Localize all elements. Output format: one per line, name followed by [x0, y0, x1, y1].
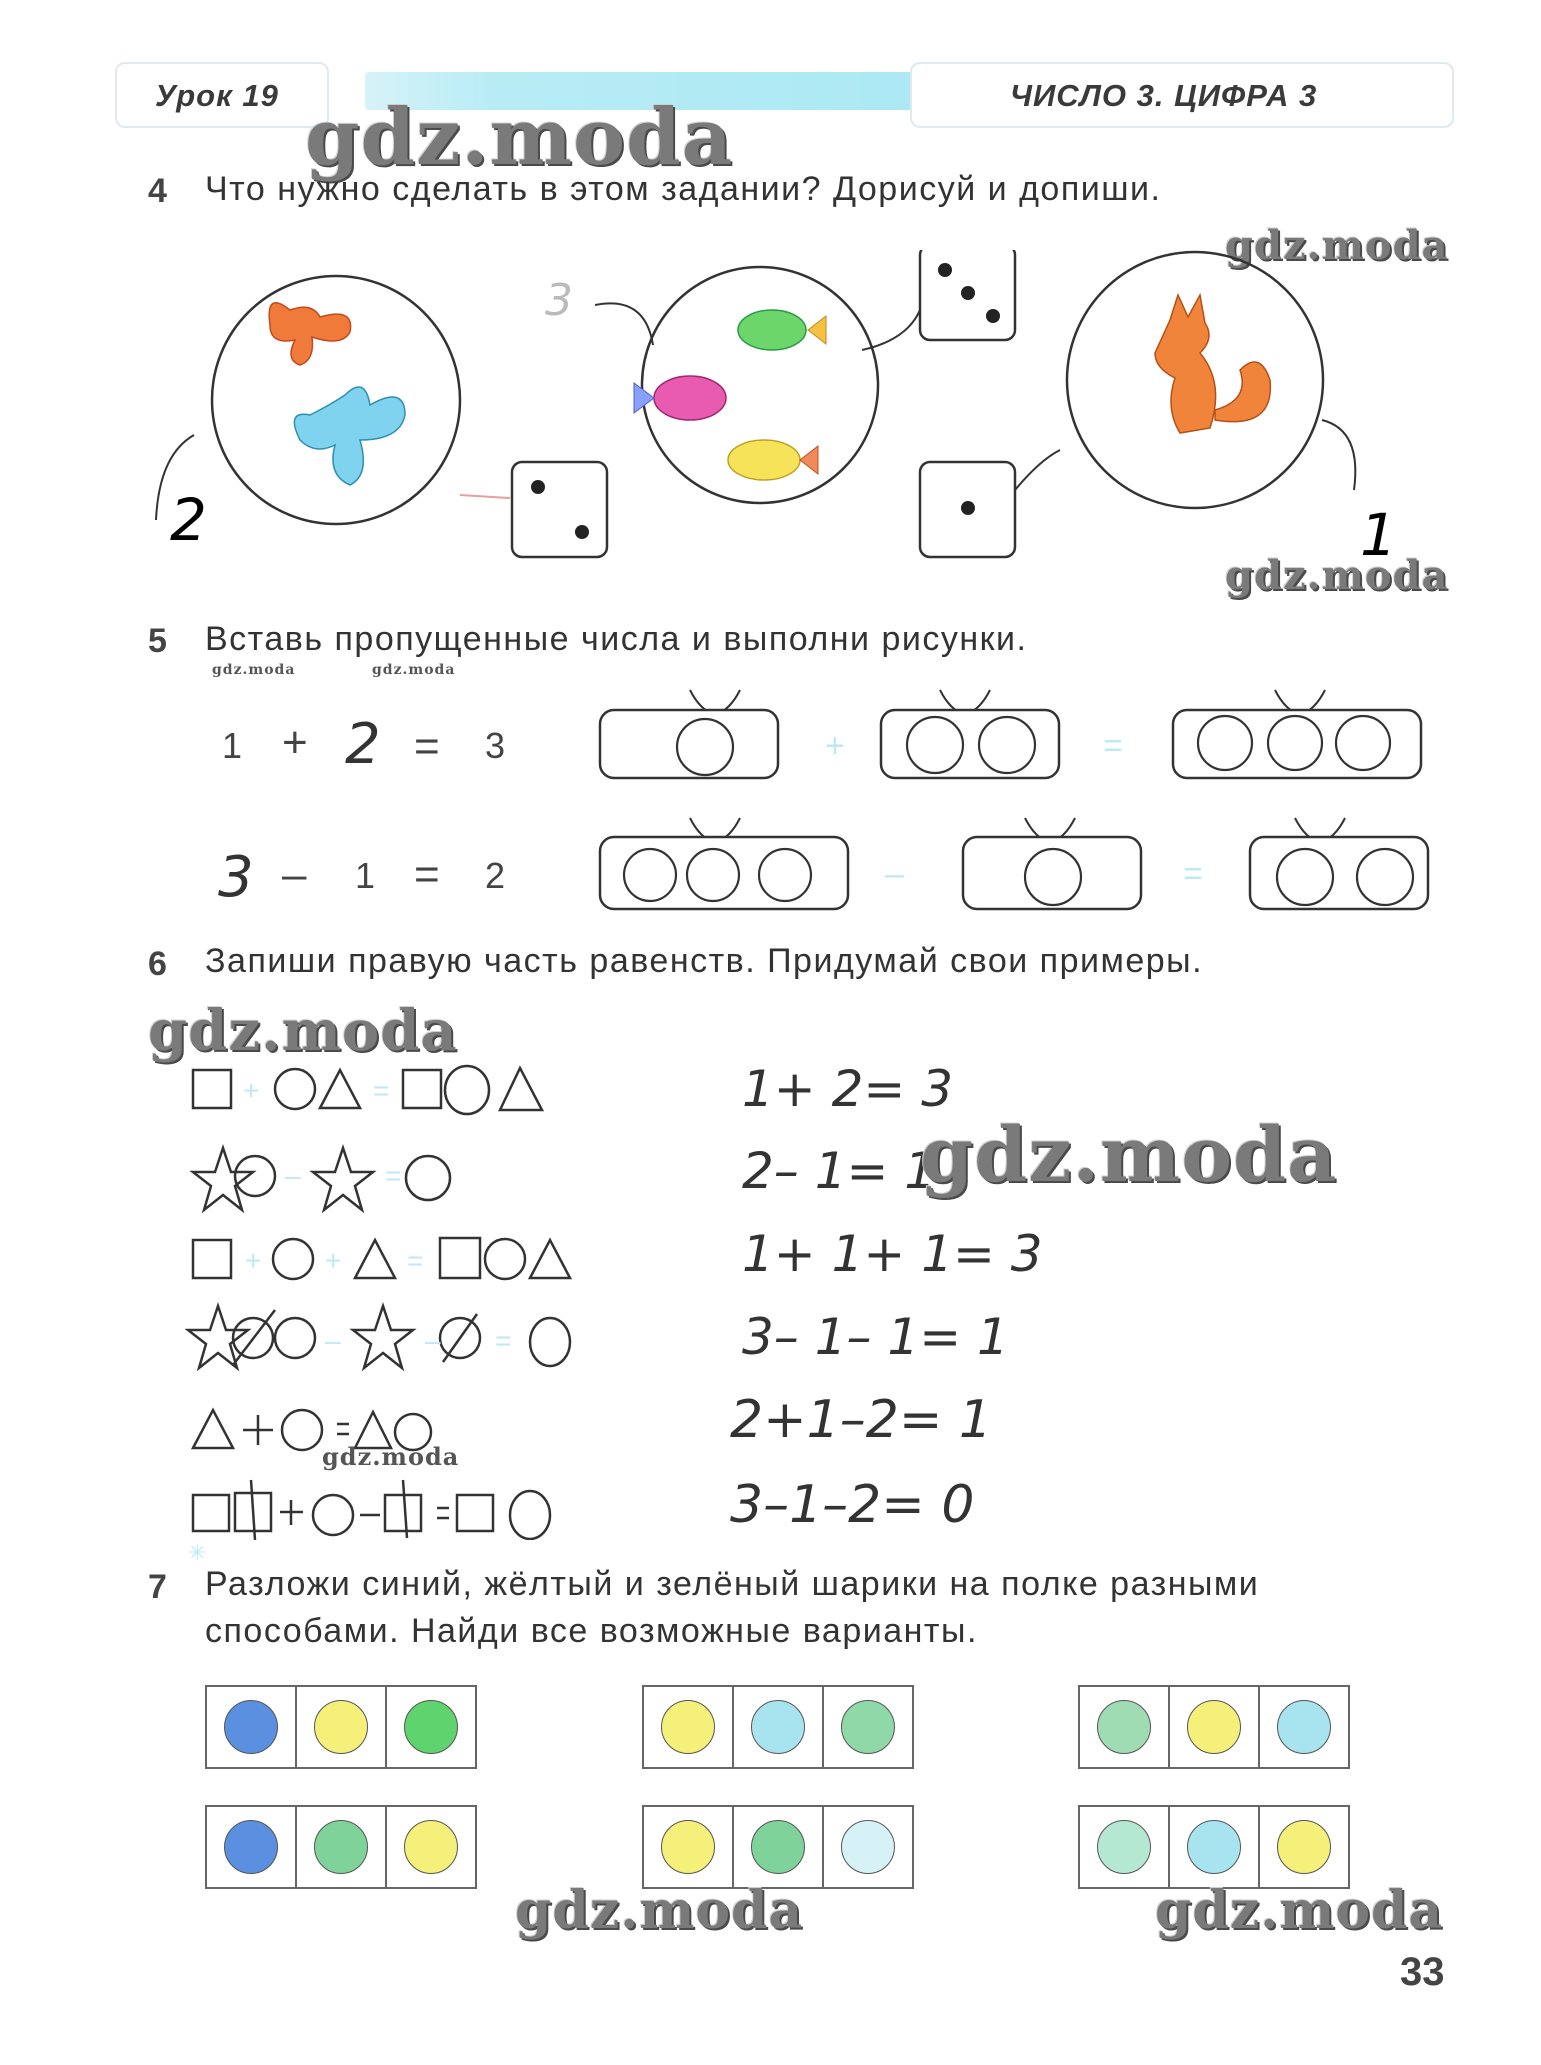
- equation-equals: =: [414, 722, 440, 771]
- fox-icon: [1155, 295, 1270, 433]
- blue-ball: [224, 1820, 278, 1874]
- yellow-ball: [1187, 1700, 1241, 1754]
- svg-text:+: +: [825, 727, 845, 765]
- square-shape: [193, 1240, 231, 1278]
- svg-text:–: –: [885, 855, 904, 893]
- watermark: gdz.moda: [148, 998, 458, 1064]
- butterfly-icon: [294, 387, 405, 485]
- dice-two-icon: [512, 462, 607, 557]
- equation-result: 2: [485, 855, 506, 896]
- svg-text:–: –: [325, 1325, 341, 1356]
- square-shape: [440, 1238, 480, 1278]
- equation-operand: 1: [222, 725, 243, 766]
- blue-ball: [1187, 1820, 1241, 1874]
- yellow-ball: [404, 1820, 458, 1874]
- drawing-box: [963, 837, 1141, 909]
- handwritten-equation: 3–1–2= 0: [730, 1475, 975, 1535]
- circle-shape: [313, 1495, 353, 1535]
- svg-text:=: =: [1103, 727, 1123, 765]
- yellow-ball: [661, 1700, 715, 1754]
- equation-operator: +: [282, 718, 308, 767]
- circle-shape: [406, 1156, 450, 1200]
- drawing-box: [600, 710, 778, 778]
- circle-shape: [445, 1066, 489, 1114]
- equation-equals: =: [414, 850, 440, 899]
- green-ball: [751, 1820, 805, 1874]
- task4-illustration: [150, 250, 1450, 570]
- task-number: 4: [148, 172, 167, 210]
- circle-shape: [273, 1239, 313, 1279]
- connector-line: [1015, 450, 1060, 490]
- butterfly-icon: [269, 303, 350, 365]
- triangle-shape: [355, 1240, 395, 1278]
- handwritten-equation: 2+1–2= 1: [730, 1390, 993, 1450]
- answer-digit: 1: [1360, 501, 1397, 569]
- handwritten-equation: 2– 1= 1: [742, 1142, 937, 1200]
- green-ball: [1097, 1820, 1151, 1874]
- task-text: Запиши правую часть равенств. Придумай свои примеры.: [205, 942, 1204, 980]
- svg-text:=: =: [495, 1325, 512, 1356]
- star-mark-icon: ✳: [188, 1540, 207, 1565]
- yellow-ball: [314, 1700, 368, 1754]
- yellow-ball: [1277, 1820, 1331, 1874]
- green-ball: [1097, 1700, 1151, 1754]
- topic-label-box: [910, 62, 1454, 128]
- circle-shape: [530, 1318, 570, 1366]
- ball-shelf: [642, 1685, 914, 1769]
- square-shape: [457, 1495, 493, 1531]
- square-shape: [403, 1070, 441, 1108]
- task-number: 5: [148, 622, 167, 660]
- circle-shape: [275, 1069, 315, 1109]
- circle-shape: [510, 1491, 550, 1539]
- watermark: gdz.moda: [1155, 1880, 1444, 1941]
- watermark: gdz.moda: [1225, 552, 1449, 599]
- watermark: gdz.moda: [305, 92, 734, 183]
- task-text: способами. Найди все возможные варианты.: [205, 1612, 978, 1650]
- green-ball: [314, 1820, 368, 1874]
- triangle-shape: [500, 1068, 542, 1110]
- yellow-ball: [661, 1820, 715, 1874]
- watermark: gdz.moda: [212, 662, 296, 678]
- square-shape: [193, 1495, 229, 1531]
- ball-shelf: [642, 1805, 914, 1889]
- answer-digit: 3: [545, 275, 573, 326]
- lesson-label: Урок 19: [155, 78, 279, 113]
- ball-shelf: [1078, 1805, 1350, 1889]
- triangle-shape: [530, 1240, 570, 1278]
- task5-drawings: [595, 685, 1445, 925]
- watermark: gdz.moda: [372, 662, 456, 678]
- green-ball: [841, 1700, 895, 1754]
- green-ball: [404, 1700, 458, 1754]
- triangle-shape: [320, 1070, 360, 1108]
- equation-operator: –: [282, 850, 307, 899]
- circle-shape: [485, 1239, 525, 1279]
- triangle-shape: [193, 1410, 233, 1448]
- fish-icon: [728, 440, 818, 480]
- page-number: 33: [1400, 1950, 1445, 1994]
- equation-result: 3: [485, 725, 506, 766]
- answer-digit: 2: [345, 712, 381, 777]
- svg-text:=: =: [385, 1160, 402, 1191]
- task-text: Вставь пропущенные числа и выполни рисунки.: [205, 620, 1028, 658]
- watermark: gdz.moda: [920, 1110, 1338, 1199]
- circle-shape: [275, 1318, 315, 1358]
- task-number: 6: [148, 945, 167, 983]
- ball-shelf: [205, 1805, 477, 1889]
- star-shape: [193, 1148, 253, 1210]
- fish-icon: [634, 376, 726, 420]
- square-shape: [193, 1070, 231, 1108]
- circle-shape: [235, 1156, 275, 1196]
- task-number: 7: [148, 1568, 167, 1606]
- handwritten-equation: 1+ 1+ 1= 3: [742, 1225, 1043, 1283]
- blue-ball: [1277, 1700, 1331, 1754]
- blue-ball: [841, 1820, 895, 1874]
- svg-text:+: +: [325, 1245, 342, 1276]
- task-text: Разложи синий, жёлтый и зелёный шарики на полке разными: [205, 1565, 1260, 1603]
- ball-shelf: [1078, 1685, 1350, 1769]
- watermark: gdz.moda: [515, 1880, 804, 1941]
- fish-icon: [738, 310, 826, 350]
- svg-text:–: –: [285, 1160, 301, 1191]
- handwritten-equation: 3– 1– 1= 1: [742, 1308, 1009, 1366]
- connector-line: [595, 303, 653, 345]
- blue-ball: [751, 1700, 805, 1754]
- equation-operand: 1: [355, 855, 376, 896]
- handwritten-equation: 1+ 2= 3: [742, 1060, 954, 1118]
- svg-text:=: =: [1183, 855, 1203, 893]
- watermark: gdz.moda: [1225, 222, 1449, 269]
- circle-shape: [282, 1410, 322, 1450]
- answer-digit: 2: [170, 486, 207, 554]
- ball-shelf: [205, 1685, 477, 1769]
- star-shape: [353, 1306, 413, 1368]
- lesson-label-box: [115, 62, 329, 128]
- watermark: gdz.moda: [322, 1442, 460, 1471]
- task-text: Что нужно сделать в этом задании? Дорисуй и допиши.: [205, 170, 1162, 208]
- star-shape: [313, 1148, 373, 1210]
- svg-text:–: –: [425, 1325, 441, 1356]
- svg-text:=: =: [373, 1075, 390, 1106]
- square-shape: [385, 1495, 421, 1531]
- answer-digit: 3: [218, 845, 254, 910]
- svg-text:+: +: [245, 1245, 262, 1276]
- svg-text:+: +: [243, 1075, 260, 1106]
- blue-ball: [224, 1700, 278, 1754]
- connector-line: [1322, 420, 1355, 490]
- topic-label: ЧИСЛО 3. ЦИФРА 3: [1010, 78, 1318, 113]
- svg-text:=: =: [407, 1245, 424, 1276]
